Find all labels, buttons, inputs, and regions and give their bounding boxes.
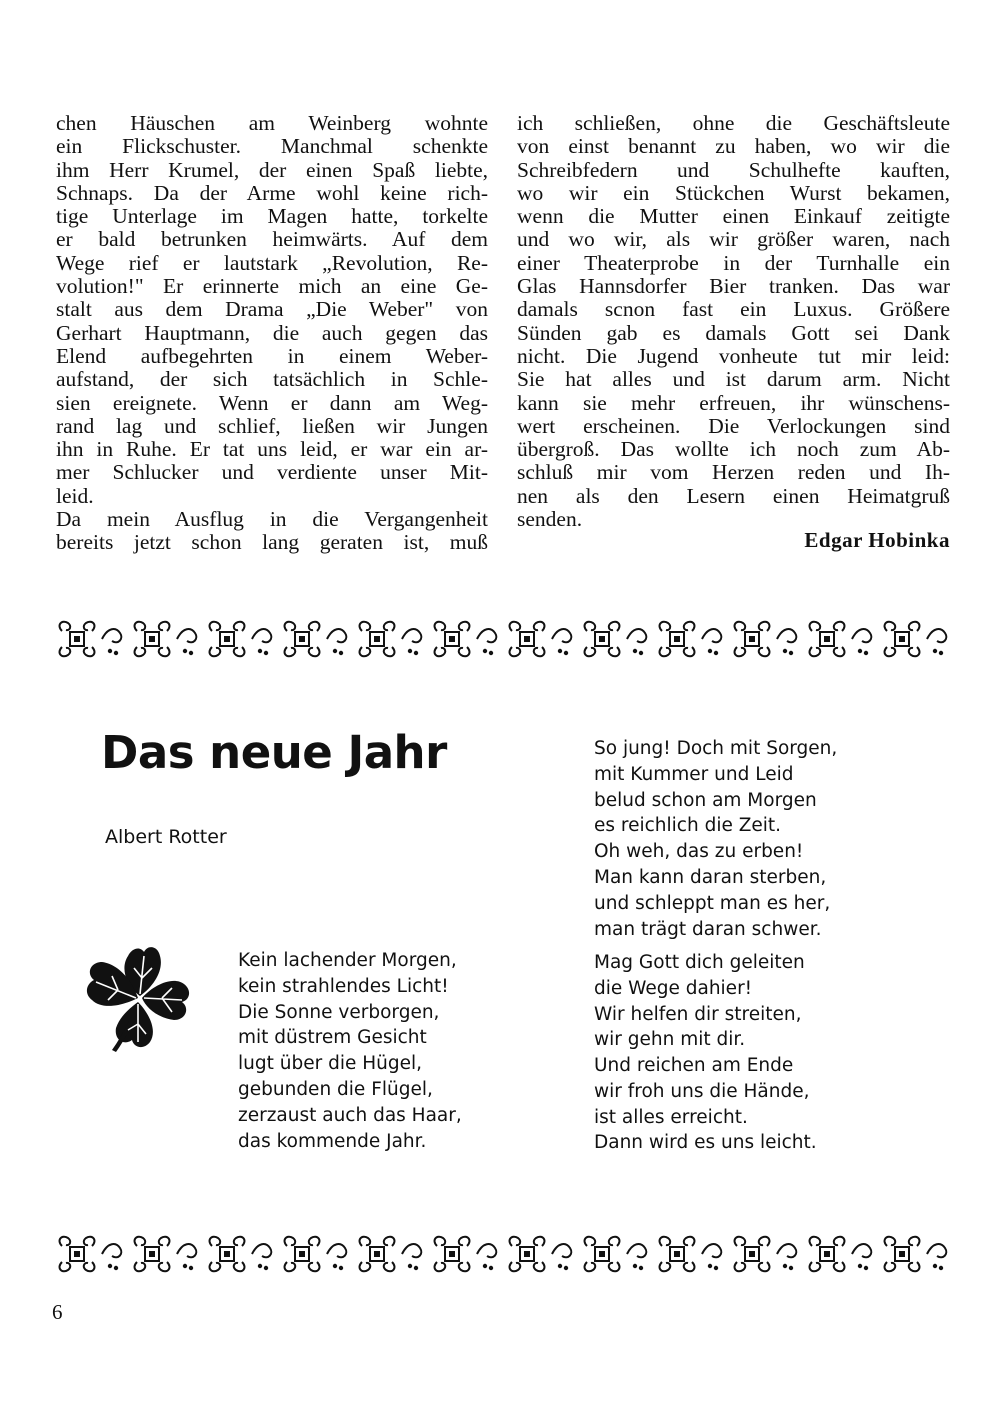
poem-line: Mag Gott dich geleiten (594, 952, 805, 973)
article-line: schluß mir vom Herzen reden und Ih- (517, 460, 950, 485)
poem-line: Die Sonne verborgen, (238, 1001, 440, 1023)
poem-line: es reichlich die Zeit. (594, 815, 782, 837)
article-line: ihn in Ruhe. Er tat uns leid, er war ein ar- (56, 437, 488, 462)
article-line: tige Unterlage im Magen hatte, torkelte (56, 204, 488, 229)
article-line: Schnaps. Da der Arme wohl keine rich- (56, 180, 488, 205)
poem-line: Und reichen am Ende (594, 1055, 794, 1076)
article-line: stalt aus dem Drama „Die Weber" von (56, 297, 488, 322)
poem-line: wir froh uns die Hände, (594, 1080, 810, 1102)
article-line: übergroß. Das wollte ich noch zum Ab- (517, 437, 950, 462)
article-line: Sie hat alles und ist darum arm. Nicht (517, 367, 950, 392)
article-left-column (56, 112, 488, 555)
poem-line: So jung! Doch mit Sorgen, (594, 738, 838, 759)
poem-line: zerzaust auch das Haar, (238, 1104, 462, 1126)
article-line: leid. (56, 483, 94, 508)
poem-line: und schleppt man es her, (594, 892, 831, 914)
article-line: er bald betrunken heimwärts. Auf dem (56, 227, 488, 252)
floral-border-ornament-top (52, 617, 962, 661)
poem-line: man trägt daran schwer. (594, 918, 822, 940)
article-line: nen als den Lesern einen Heimatgruß (517, 483, 950, 508)
article-line: Gerhart Hauptmann, die auch gegen das (56, 320, 488, 345)
poem-line: kein strahlendes Licht! (238, 975, 449, 997)
poem-line: Dann wird es uns leicht. (594, 1132, 817, 1154)
article-right-column (517, 112, 950, 531)
article-line: Elend aufbegehrten in einem Weber- (56, 343, 488, 368)
poem-line: ist alles erreicht. (594, 1106, 748, 1128)
poem-line: lugt über die Hügel, (238, 1053, 423, 1075)
floral-border-ornament-bottom (52, 1232, 962, 1276)
four-leaf-clover-icon (78, 938, 200, 1056)
poem-line: Man kann daran sterben, (594, 866, 827, 888)
article-line: mer Schlucker und verdiente unser Mit- (56, 460, 488, 485)
poem-stanza-4 (594, 1053, 817, 1156)
article-line: bereits jetzt schon lang geraten ist, muß (56, 530, 488, 555)
poem-line: mit Kummer und Leid (594, 763, 794, 785)
article-author: Edgar Hobinka (804, 528, 950, 552)
article-line: Sünden gab es damals Gott sei Dank (517, 320, 950, 345)
poem-line: Wir helfen dir streiten, (594, 1003, 802, 1025)
article-line: ein Flickschuster. Manchmal schenkte (56, 134, 488, 159)
poem-line: belud schon am Morgen (594, 789, 817, 811)
article-line: Da mein Ausflug in die Vergangenheit (56, 507, 488, 532)
article-line: ich schließen, ohne die Geschäftsleute (517, 111, 950, 135)
article-line: nicht. Die Jugend vonheute tut mir leid: (517, 343, 950, 368)
article-line: volution!" Er erinnerte mich an eine Ge- (56, 274, 488, 299)
article-line: chen Häuschen am Weinberg wohnte (56, 111, 488, 135)
article-line: Wege rief er lautstark „Revolution, Re- (56, 250, 488, 275)
poem-line: Oh weh, das zu erben! (594, 841, 804, 863)
poem-line: das kommende Jahr. (238, 1130, 427, 1152)
poem-line: gebunden die Flügel, (238, 1078, 433, 1100)
poem-line: Kein lachender Morgen, (238, 950, 457, 971)
poem-line: wir gehn mit dir. (594, 1029, 746, 1051)
article-line: damals scnon fast ein Luxus. Größere (517, 297, 950, 322)
poem-author: Albert Rotter (105, 826, 227, 848)
article-line: wo wir ein Stückchen Wurst bekamen, (517, 180, 950, 205)
article-line: kann sie mehr erfreuen, ihr wünschens- (517, 390, 950, 415)
article-line: von einst benannt zu haben, wo wir die (517, 134, 950, 159)
article-line: wert erscheinen. Die Verlockungen sind (517, 413, 950, 438)
article-line: aufstand, der sich tatsächlich in Schle- (56, 367, 488, 392)
article-line: wenn die Mutter einen Einkauf zeitigte (517, 204, 950, 229)
poem-stanza-1 (238, 948, 462, 1154)
article-line: und wo wir, als wir größer waren, nach (517, 227, 950, 252)
article-line: Glas Hannsdorfer Bier tranken. Das war (517, 274, 950, 299)
article-line: ihm Herr Krumel, der einen Spaß liebte, (56, 157, 488, 182)
article-line: einer Theaterprobe in der Turnhalle ein (517, 250, 950, 275)
page-number: 6 (52, 1300, 63, 1324)
poem-line: mit düstrem Gesicht (238, 1027, 427, 1049)
poem-stanza-2 (594, 736, 837, 942)
article-line: sien ereignete. Wenn er dann am Weg- (56, 390, 488, 415)
article-line: rand lag und schlief, ließen wir Jungen (56, 413, 488, 438)
poem-title: Das neue Jahr (101, 726, 447, 779)
article-line: senden. (517, 507, 583, 532)
article-line: Schreibfedern und Schulhefte kauften, (517, 157, 950, 182)
poem-stanza-3 (594, 950, 805, 1053)
poem-line: die Wege dahier! (594, 977, 753, 999)
